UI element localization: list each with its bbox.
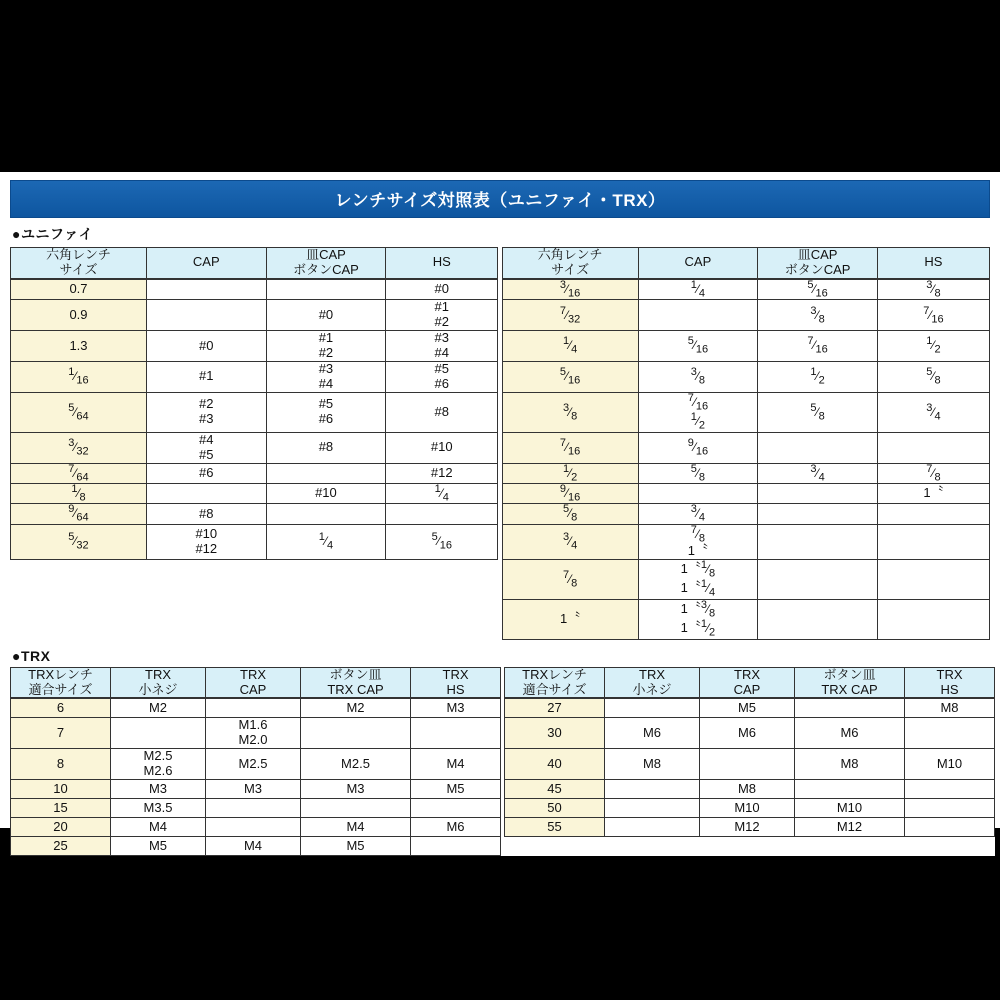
cell-trx-hs: M6 <box>411 818 501 837</box>
cell-trx-button-sara <box>301 718 411 749</box>
cell-trx-cap <box>206 699 301 718</box>
cell-trx-size: 30 <box>505 718 605 749</box>
header-trx-small-screw-right: TRX 小ネジ <box>605 667 700 698</box>
cell-sara-cap: $^5⁄_{16}$ <box>758 279 878 299</box>
table-row <box>11 362 990 393</box>
cell-trx-small-screw: M2 <box>111 699 206 718</box>
cell-trx-small-screw: M3.5 <box>111 799 206 818</box>
cell-cap: $^5⁄_8$ <box>638 463 758 483</box>
datasheet-page <box>0 172 1000 853</box>
cell-sara-cap: $^1⁄_2$ <box>758 362 878 393</box>
cell-hs <box>877 524 989 559</box>
cell-trx-size: 27 <box>505 699 605 718</box>
cell-size: $^7⁄_{32}$ <box>502 300 638 331</box>
cell-cap: #8 <box>146 504 266 524</box>
cell-trx-size: 40 <box>505 749 605 780</box>
cell-hs <box>877 504 989 524</box>
cell-sara-cap <box>758 560 878 600</box>
cell-cap: $^3⁄_8$ <box>638 362 758 393</box>
unify-table <box>10 247 990 279</box>
cell-sara-cap <box>758 524 878 559</box>
cell-cap: $^3⁄_4$ <box>638 504 758 524</box>
cell-sara-cap: $^7⁄_{16}$ <box>758 331 878 362</box>
cell-trx-cap <box>206 818 301 837</box>
cell-cap: #1 <box>146 362 266 393</box>
cell-hs: $^3⁄_4$ <box>877 392 989 432</box>
cell-size: $^7⁄_8$ <box>502 560 638 600</box>
cell-trx-button-sara: M6 <box>795 718 905 749</box>
cell-trx-button-sara: M10 <box>795 799 905 818</box>
cell-size: $^1⁄_8$ <box>11 483 147 503</box>
cell-trx-cap: M3 <box>206 780 301 799</box>
cell-trx-size: 50 <box>505 799 605 818</box>
cell-cap: $^7⁄_{16}$ $^1⁄_2$ <box>638 392 758 432</box>
cell-size: $^3⁄_8$ <box>502 392 638 432</box>
header-hs-right: HS <box>877 248 989 279</box>
table-header-row <box>11 667 995 698</box>
cell-empty <box>505 837 605 856</box>
cell-trx-hs: M3 <box>411 699 501 718</box>
cell-cap <box>638 483 758 503</box>
section-heading-unify: ●ユニファイ <box>12 226 94 242</box>
cell-cap: #2 #3 <box>146 392 266 432</box>
table-row <box>11 463 990 483</box>
cell-trx-hs <box>411 718 501 749</box>
section-heading-trx: ●TRX <box>12 647 51 664</box>
cell-trx-hs: M10 <box>905 749 995 780</box>
cell-empty <box>11 560 147 600</box>
cell-trx-small-screw: M8 <box>605 749 700 780</box>
cell-trx-size: 8 <box>11 749 111 780</box>
cell-sara-cap: $^3⁄_8$ <box>758 300 878 331</box>
cell-trx-button-sara <box>301 799 411 818</box>
cell-hs: $^5⁄_8$ <box>877 362 989 393</box>
table-row <box>11 331 990 362</box>
cell-sara-cap: #1 #2 <box>266 331 386 362</box>
cell-size: 1.3 <box>11 331 147 362</box>
cell-empty <box>266 599 386 639</box>
cell-sara-cap <box>758 504 878 524</box>
table-row <box>11 392 990 432</box>
cell-trx-hs <box>905 780 995 799</box>
cell-trx-small-screw: M3 <box>111 780 206 799</box>
cell-empty <box>905 837 995 856</box>
table-row <box>11 780 995 799</box>
cell-size: $^9⁄_{16}$ <box>502 483 638 503</box>
table-row <box>11 749 995 780</box>
cell-cap: $^1⁄_4$ <box>638 279 758 299</box>
cell-hs <box>877 432 989 463</box>
cell-hs <box>877 560 989 600</box>
cell-hs: $^7⁄_8$ <box>877 463 989 483</box>
cell-hs: #12 <box>386 463 498 483</box>
cell-trx-cap <box>700 749 795 780</box>
cell-cap: #4 #5 <box>146 432 266 463</box>
table-row <box>11 279 990 299</box>
cell-trx-size: 15 <box>11 799 111 818</box>
table-row <box>11 504 990 524</box>
cell-sara-cap: $^3⁄_4$ <box>758 463 878 483</box>
cell-sara-cap <box>758 432 878 463</box>
table-row <box>11 432 990 463</box>
table-row <box>11 699 995 718</box>
header-trx-small-screw-left: TRX 小ネジ <box>111 667 206 698</box>
header-trx-cap-left: TRX CAP <box>206 667 301 698</box>
cell-size: $^5⁄_{32}$ <box>11 524 147 559</box>
header-trx-button-sara-left: ボタン皿 TRX CAP <box>301 667 411 698</box>
cell-trx-size: 6 <box>11 699 111 718</box>
cell-trx-cap: M8 <box>700 780 795 799</box>
cell-cap: $^9⁄_{16}$ <box>638 432 758 463</box>
page-title: レンチサイズ対照表（ユニファイ・TRX） <box>10 180 990 218</box>
cell-hs: #10 <box>386 432 498 463</box>
cell-trx-size: 20 <box>11 818 111 837</box>
cell-trx-size: 10 <box>11 780 111 799</box>
cell-trx-button-sara: M2.5 <box>301 749 411 780</box>
header-size-right: 六角レンチ サイズ <box>502 248 638 279</box>
cell-trx-hs <box>905 718 995 749</box>
cell-hs: #8 <box>386 392 498 432</box>
cell-hs: #3 #4 <box>386 331 498 362</box>
cell-trx-small-screw <box>605 799 700 818</box>
cell-hs: $^1⁄_2$ <box>877 331 989 362</box>
cell-trx-small-screw: M4 <box>111 818 206 837</box>
header-cap-right: CAP <box>638 248 758 279</box>
table-row <box>11 524 990 559</box>
table-row <box>11 483 990 503</box>
cell-trx-small-screw: M5 <box>111 837 206 856</box>
cell-size: $^3⁄_{16}$ <box>502 279 638 299</box>
cell-cap: #10 #12 <box>146 524 266 559</box>
cell-trx-hs <box>905 799 995 818</box>
cell-sara-cap: $^5⁄_8$ <box>758 392 878 432</box>
cell-trx-button-sara: M5 <box>301 837 411 856</box>
cell-trx-cap: M12 <box>700 818 795 837</box>
cell-trx-hs <box>411 799 501 818</box>
cell-sara-cap: #0 <box>266 300 386 331</box>
table-header-row <box>11 248 990 279</box>
cell-size: $^9⁄_{64}$ <box>11 504 147 524</box>
cell-sara-cap <box>266 504 386 524</box>
trx-table-body <box>10 698 995 856</box>
unify-table-body <box>10 279 990 640</box>
cell-sara-cap <box>266 463 386 483</box>
header-hs-left: HS <box>386 248 498 279</box>
cell-hs: $^3⁄_8$ <box>877 279 989 299</box>
table-row <box>11 837 995 856</box>
cell-empty <box>700 837 795 856</box>
cell-trx-cap: M5 <box>700 699 795 718</box>
cell-trx-cap: M10 <box>700 799 795 818</box>
header-trx-hs-right: TRX HS <box>905 667 995 698</box>
table-row <box>11 718 995 749</box>
cell-hs: #0 <box>386 279 498 299</box>
cell-size: $^7⁄_{16}$ <box>502 432 638 463</box>
cell-trx-size: 25 <box>11 837 111 856</box>
trx-table <box>10 667 995 699</box>
cell-size: $^5⁄_{16}$ <box>502 362 638 393</box>
cell-size: $^7⁄_{64}$ <box>11 463 147 483</box>
cell-trx-cap: M2.5 <box>206 749 301 780</box>
cell-empty <box>146 599 266 639</box>
cell-cap <box>146 483 266 503</box>
header-sara-cap-right: 皿CAP ボタンCAP <box>758 248 878 279</box>
cell-trx-button-sara: M3 <box>301 780 411 799</box>
cell-trx-hs: M5 <box>411 780 501 799</box>
cell-empty <box>386 560 498 600</box>
cell-trx-cap: M6 <box>700 718 795 749</box>
cell-size: $^5⁄_{64}$ <box>11 392 147 432</box>
header-trx-cap-right: TRX CAP <box>700 667 795 698</box>
cell-hs: $^7⁄_{16}$ <box>877 300 989 331</box>
cell-cap <box>638 300 758 331</box>
cell-trx-button-sara: M4 <box>301 818 411 837</box>
header-trx-button-sara-right: ボタン皿 TRX CAP <box>795 667 905 698</box>
cell-hs <box>877 599 989 639</box>
cell-hs: #5 #6 <box>386 362 498 393</box>
table-row <box>11 300 990 331</box>
cell-cap: 1〝$^1⁄_8$ 1〝$^1⁄_4$ <box>638 560 758 600</box>
cell-size: 0.7 <box>11 279 147 299</box>
header-cap-left: CAP <box>146 248 266 279</box>
cell-trx-size: 45 <box>505 780 605 799</box>
table-row <box>11 799 995 818</box>
cell-size: 0.9 <box>11 300 147 331</box>
cell-cap <box>146 279 266 299</box>
cell-size: $^5⁄_8$ <box>502 504 638 524</box>
cell-trx-hs: M4 <box>411 749 501 780</box>
cell-trx-cap <box>206 799 301 818</box>
cell-sara-cap: #10 <box>266 483 386 503</box>
cell-size: $^1⁄_{16}$ <box>11 362 147 393</box>
cell-empty <box>386 599 498 639</box>
cell-trx-small-screw <box>605 699 700 718</box>
cell-size: $^1⁄_2$ <box>502 463 638 483</box>
cell-size: $^1⁄_4$ <box>502 331 638 362</box>
cell-sara-cap: #8 <box>266 432 386 463</box>
table-row <box>11 818 995 837</box>
cell-trx-button-sara: M2 <box>301 699 411 718</box>
cell-trx-small-screw <box>605 780 700 799</box>
header-size-left: 六角レンチ サイズ <box>11 248 147 279</box>
cell-empty <box>146 560 266 600</box>
cell-size: 1〝 <box>502 599 638 639</box>
cell-sara-cap <box>758 599 878 639</box>
cell-trx-small-screw <box>605 818 700 837</box>
cell-hs <box>386 504 498 524</box>
cell-trx-hs <box>905 818 995 837</box>
cell-trx-small-screw: M2.5 M2.6 <box>111 749 206 780</box>
header-trx-hs-left: TRX HS <box>411 667 501 698</box>
cell-cap: $^5⁄_{16}$ <box>638 331 758 362</box>
cell-trx-hs <box>411 837 501 856</box>
cell-trx-cap: M4 <box>206 837 301 856</box>
cell-empty <box>266 560 386 600</box>
cell-trx-size: 55 <box>505 818 605 837</box>
cell-hs: $^5⁄_{16}$ <box>386 524 498 559</box>
cell-trx-button-sara: M8 <box>795 749 905 780</box>
cell-size: $^3⁄_{32}$ <box>11 432 147 463</box>
table-row <box>11 560 990 600</box>
cell-trx-button-sara: M12 <box>795 818 905 837</box>
table-row <box>11 599 990 639</box>
cell-size: $^3⁄_4$ <box>502 524 638 559</box>
cell-empty <box>605 837 700 856</box>
cell-cap: #6 <box>146 463 266 483</box>
cell-sara-cap: #5 #6 <box>266 392 386 432</box>
header-trx-size-left: TRXレンチ 適合サイズ <box>11 667 111 698</box>
cell-sara-cap: #3 #4 <box>266 362 386 393</box>
cell-cap <box>146 300 266 331</box>
cell-cap: #0 <box>146 331 266 362</box>
header-trx-size-right: TRXレンチ 適合サイズ <box>505 667 605 698</box>
cell-empty <box>795 837 905 856</box>
cell-hs: 1〝 <box>877 483 989 503</box>
cell-hs: $^1⁄_4$ <box>386 483 498 503</box>
cell-empty <box>11 599 147 639</box>
cell-trx-cap: M1.6 M2.0 <box>206 718 301 749</box>
cell-cap: 1〝$^3⁄_8$ 1〝$^1⁄_2$ <box>638 599 758 639</box>
cell-sara-cap <box>266 279 386 299</box>
cell-cap: $^7⁄_8$ 1〝 <box>638 524 758 559</box>
cell-trx-small-screw: M6 <box>605 718 700 749</box>
cell-trx-small-screw <box>111 718 206 749</box>
cell-hs: #1 #2 <box>386 300 498 331</box>
cell-sara-cap: $^1⁄_4$ <box>266 524 386 559</box>
cell-trx-button-sara <box>795 699 905 718</box>
cell-sara-cap <box>758 483 878 503</box>
cell-trx-button-sara <box>795 780 905 799</box>
cell-trx-size: 7 <box>11 718 111 749</box>
header-sara-cap-left: 皿CAP ボタンCAP <box>266 248 386 279</box>
cell-trx-hs: M8 <box>905 699 995 718</box>
